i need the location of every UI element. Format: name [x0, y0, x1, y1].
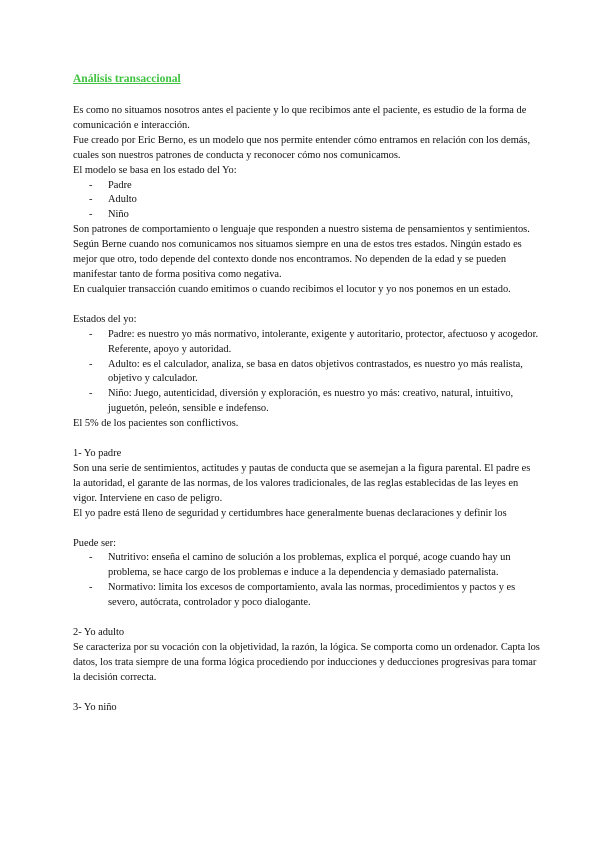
intro-paragraph-6: En cualquier transacción cuando emitimos o cuando recibimos el locutor y yo nos ponemos en un estado.: [73, 283, 511, 295]
padre-types-list: [73, 551, 540, 611]
list-item: - Adulto: [73, 193, 540, 208]
list-item: - Nutritivo: enseña el camino de solución a los problemas, explica el porqué, acoge cuando hay un problema, se hace cargo de los problemas e induce a la dependencia y demasiado paternalista.: [73, 551, 540, 581]
puede-ser-label: Puede ser:: [73, 537, 116, 549]
list-item: - Padre: [73, 179, 540, 194]
list-item: - Adulto: es el calculador, analiza, se basa en datos objetivos contrastados, es nuestro yo más realista, objetivo y calculador.: [73, 358, 540, 388]
list-item: - Niño: Juego, autenticidad, diversión y exploración, es nuestro yo más: creativo, natural, intuitivo, juguetón, peleón, sensible e indefenso.: [73, 387, 540, 417]
estados-heading: Estados del yo:: [73, 313, 137, 325]
intro-paragraph-4: Son patrones de comportamiento o lenguaje que responden a nuestro sistema de pensamientos y sentimientos.: [73, 224, 530, 236]
ego-states-list: [73, 179, 540, 224]
adulto-paragraph-1: Se caracteriza por su vocación con la objetividad, la razón, la lógica. Se comporta como un ordenador. Capta los datos, los trata siempre de una forma lógica procediendo por inducciones y deducciones progresivas para tomar la decisión correcta.: [73, 642, 540, 683]
document-title: Análisis transaccional: [73, 73, 181, 85]
section-heading-padre: 1- Yo padre: [73, 448, 122, 460]
padre-paragraph-1: Son una serie de sentimientos, actitudes y pautas de conducta que se asemejan a la figura parental. El padre es la autoridad, el garante de las normas, de los valores tradicionales, de las reglas establecidas de las leyes en vigor. Interviene en caso de peligro.: [73, 462, 531, 504]
estados-list: [73, 328, 540, 417]
intro-paragraph-3: El modelo se basa en los estado del Yo:: [73, 164, 237, 176]
list-item: - Niño: [73, 208, 540, 223]
list-item: - Normativo: limita los excesos de comportamiento, avala las normas, procedimientos y pactos y es severo, autócrata, controlador y poco dialogante.: [73, 581, 540, 611]
section-heading-adulto: 2- Yo adulto: [73, 627, 125, 639]
intro-paragraph-1: Es como no situamos nosotros antes el paciente y lo que recibimos ante el paciente, es estudio de la forma de comunicación e interacción.: [73, 105, 527, 131]
section-heading-nino: 3- Yo niño: [73, 701, 117, 713]
list-item: - Padre: es nuestro yo más normativo, intolerante, exigente y autoritario, protector, afectuoso y acogedor. Referente, apoyo y autoridad.: [73, 328, 540, 358]
intro-paragraph-5: Según Berne cuando nos comunicamos nos situamos siempre en una de estos tres estados. Ningún estado es mejor que otro, todo depende del contexto donde nos encontramos. No dependen de la edad y se pueden manifestar tanto de forma positiva como negativa.: [73, 239, 522, 280]
intro-paragraph-2: Fue creado por Eric Berno, es un modelo que nos permite entender cómo entramos en relación con los demás, cuales son nuestros patrones de conducta y reconocer cómo nos comunicamos.: [73, 134, 531, 161]
estados-note: El 5% de los pacientes son conflictivos.: [73, 418, 239, 430]
padre-paragraph-2: El yo padre está lleno de seguridad y certidumbres hace generalmente buenas declaraciones y definir los: [73, 507, 507, 519]
